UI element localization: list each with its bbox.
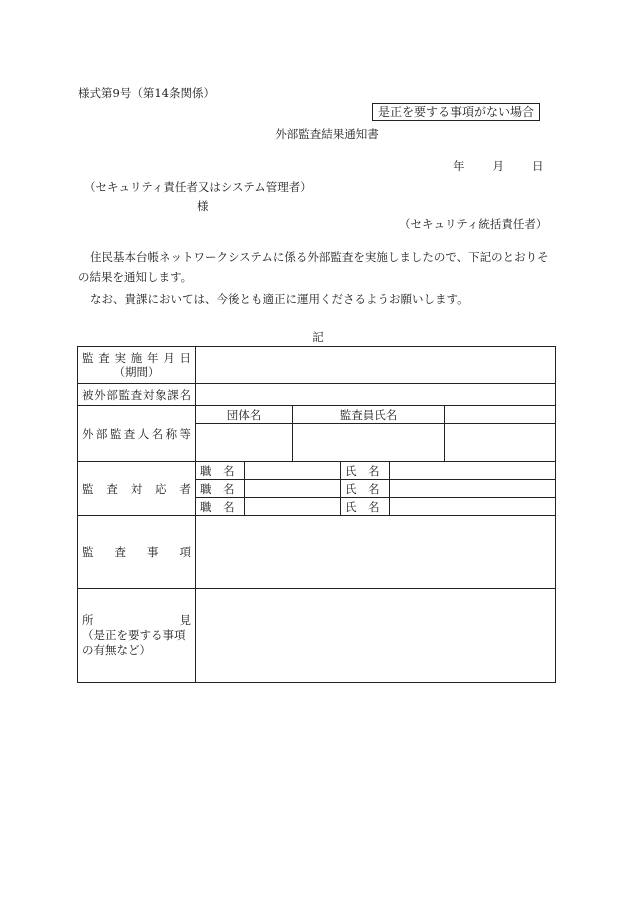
position-value-3[interactable] [245, 498, 341, 516]
audit-date-label-cell [78, 347, 196, 384]
position-value-2[interactable] [245, 480, 341, 498]
audit-items-label-cell [78, 516, 196, 589]
responder-label: 監 査 対 応 者 [82, 481, 191, 496]
name-label-1: 氏 名 [341, 462, 390, 480]
auditor-name-value[interactable] [293, 424, 445, 462]
position-label-1: 職 名 [196, 462, 245, 480]
form-number: 様式第9号（第14条関係） [78, 86, 215, 100]
position-label-3: 職 名 [196, 498, 245, 516]
position-value-1[interactable] [245, 462, 341, 480]
audit-items-value[interactable] [196, 516, 556, 589]
recipient-honorific: 様 [197, 199, 209, 213]
date-line [453, 161, 544, 173]
sender-role: （セキュリティ統括責任者） [399, 217, 548, 231]
auditor-label: 外部監査人名称等 [82, 426, 191, 441]
name-label-3: 氏 名 [341, 498, 390, 516]
table-row-target-section [78, 384, 556, 406]
table-row-findings [78, 589, 556, 683]
name-value-3[interactable] [390, 498, 556, 516]
target-section-label: 被外部監査対象課名 [82, 387, 191, 402]
auditor-extra-header [445, 406, 556, 424]
table-row-responder-1 [78, 462, 556, 480]
org-name-header: 団体名 [196, 406, 293, 424]
auditor-extra-value[interactable] [445, 424, 556, 462]
audit-table [77, 346, 556, 683]
table-row-audit-date [78, 347, 556, 384]
name-value-1[interactable] [390, 462, 556, 480]
org-name-value[interactable] [196, 424, 293, 462]
auditor-name-header: 監査員氏名 [293, 406, 445, 424]
audit-date-label: 監査実施年月日 [82, 351, 191, 365]
auditor-label-cell [78, 406, 196, 462]
name-label-2: 氏 名 [341, 480, 390, 498]
responder-label-cell [78, 462, 196, 516]
findings-value[interactable] [196, 589, 556, 683]
findings-sublabel: （是正を要する事項の有無など） [82, 628, 186, 657]
recipient-role: （セキュリティ責任者又はシステム管理者） [84, 180, 312, 194]
target-section-label-cell [78, 384, 196, 406]
body-paragraph-2: なお、貴課においては、今後とも適正に運用くださるようお願いします。 [90, 292, 469, 306]
date-day: 日 [532, 159, 544, 173]
table-row-auditor-header [78, 406, 556, 424]
table-row-audit-items [78, 516, 556, 589]
findings-label-cell [78, 589, 196, 683]
body-paragraph-1: 住民基本台帳ネットワークシステムに係る外部監査を実施しましたので、下記のとおりその結果を通知します。 [78, 250, 549, 284]
document-title: 外部監査結果通知書 [275, 127, 379, 141]
audit-date-value[interactable] [196, 347, 556, 384]
date-month: 月 [492, 159, 504, 173]
audit-items-label: 監 査 事 項 [82, 545, 191, 559]
findings-label: 所 見 [82, 613, 191, 627]
target-section-value[interactable] [196, 384, 556, 406]
date-year: 年 [453, 159, 465, 173]
name-value-2[interactable] [390, 480, 556, 498]
audit-date-sublabel: （期間） [113, 365, 160, 379]
position-label-2: 職 名 [196, 480, 245, 498]
status-box: 是正を要する事項がない場合 [372, 103, 540, 121]
ki-label: 記 [312, 330, 324, 344]
